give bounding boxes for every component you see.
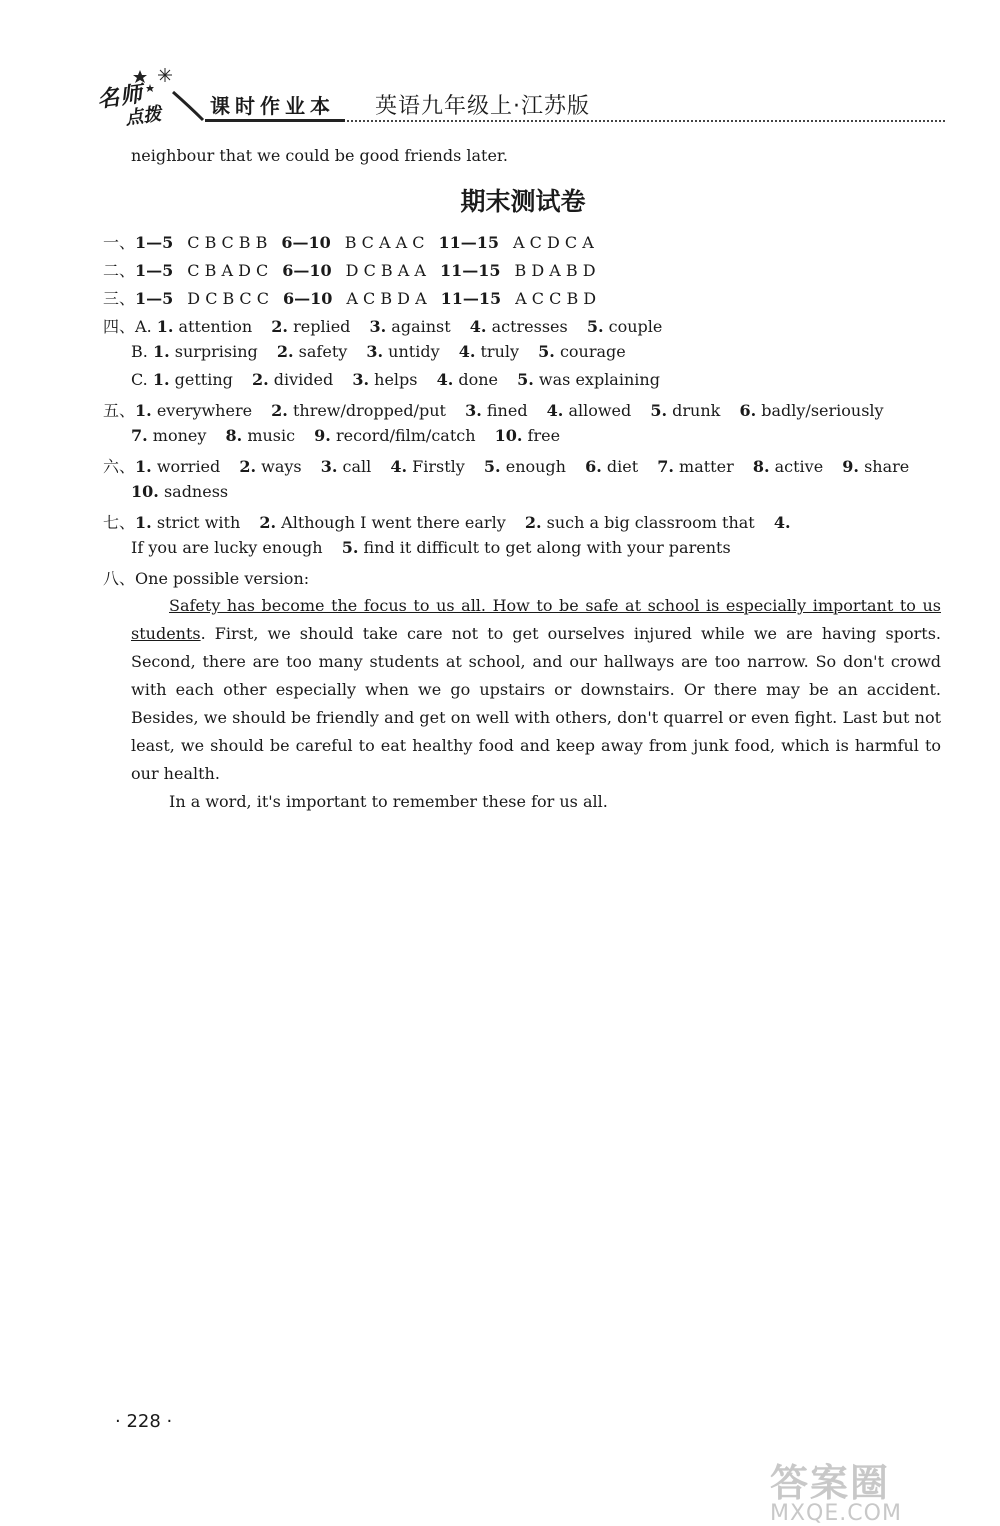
section-number: 二、	[103, 261, 136, 280]
answer: badly/seriously	[761, 401, 884, 420]
answer: diet	[606, 457, 639, 476]
section-5-line2: 7. money 8. music 9. record/film/catch 10. free	[131, 426, 561, 445]
answer: actresses	[491, 317, 568, 336]
answers: C B C B B	[187, 233, 268, 252]
part-label: A.	[135, 317, 152, 336]
intro-text: One possible version:	[135, 569, 310, 588]
section-number: 一、	[103, 233, 136, 252]
sample-essay	[131, 592, 941, 816]
answer: courage	[559, 342, 626, 361]
answer: divided	[273, 370, 334, 389]
section-2	[103, 258, 596, 281]
answer: active	[774, 457, 824, 476]
book-title: 课时作业本	[210, 94, 335, 118]
exam-title: 期末测试卷	[460, 187, 586, 216]
section-8-intro	[103, 566, 309, 589]
answer: such a big classroom that	[546, 513, 755, 532]
answers: A C C B D	[515, 289, 597, 308]
section-4-b: B. 1. surprising 2. safety 3. untidy 4. truly 5. courage	[131, 342, 626, 361]
answers: A C B D A	[346, 289, 427, 308]
section-7-line1: 七、1. strict with 2. Although I went there early 2. such a big classroom that 4.	[103, 513, 791, 532]
answer: done	[458, 370, 499, 389]
essay-paragraph: In a word, it's important to remember these for us all.	[169, 792, 608, 811]
answer: helps	[374, 370, 418, 389]
page-header	[95, 62, 945, 132]
section-6-line2: 10. sadness	[131, 482, 229, 501]
range-label: 11—15	[439, 261, 501, 280]
book-subtitle: 英语九年级上·江苏版	[375, 94, 590, 119]
continuation-text: neighbour that we could be good friends later.	[131, 146, 508, 165]
range-label: 6—10	[282, 261, 332, 280]
range-label: 1—5	[135, 261, 174, 280]
answer: threw/dropped/put	[292, 401, 446, 420]
star-icon	[95, 62, 205, 128]
answer: couple	[608, 317, 663, 336]
answer: Firstly	[412, 457, 465, 476]
range-label: 1—5	[135, 233, 174, 252]
answer: everywhere	[156, 401, 253, 420]
answer: ways	[261, 457, 302, 476]
answer: If you are lucky enough	[131, 538, 323, 557]
answer: worried	[156, 457, 221, 476]
answer: untidy	[388, 342, 440, 361]
range-label: 11—15	[440, 289, 502, 308]
answer: free	[527, 426, 561, 445]
answers: D C B A A	[345, 261, 426, 280]
part-label: C.	[131, 370, 148, 389]
section-number: 六、	[103, 457, 136, 476]
answer: getting	[174, 370, 233, 389]
answers: B D A B D	[514, 261, 596, 280]
part-label: B.	[131, 342, 148, 361]
range-label: 11—15	[438, 233, 500, 252]
logo-line2: 点拨	[123, 103, 163, 130]
header-dotted-line	[347, 120, 945, 122]
essay-paragraph: Safety has become the focus to us all. How to be safe at school is especially important to us students. First, we should take care not to get ourselves injured while we are having sports. Second, there are too many students at school, and our hallways are too narrow. So don't crowd with each other especially when we go upstairs or downstairs. Or there may be an accident. Besides, we should be friendly and get on well with others, don't quarrel or even fight. Last but not least, we should be careful to eat healthy food and keep away from junk food, which is harmful to our health.	[131, 596, 941, 783]
section-4-a: 四、A. 1. attention 2. replied 3. against 4. actresses 5. couple	[103, 317, 663, 336]
answer: strict with	[156, 513, 241, 532]
answer: share	[864, 457, 910, 476]
answer: drunk	[672, 401, 721, 420]
answer: fined	[486, 401, 528, 420]
range-label: 6—10	[281, 233, 331, 252]
watermark-url: MXQE.COM	[770, 1501, 902, 1526]
answer: enough	[505, 457, 566, 476]
logo-line1: 名师	[95, 80, 145, 114]
section-number: 五、	[103, 401, 136, 420]
underlined-sentence: Safety has become the focus to us all. How to be safe at school is especially important to us students	[131, 596, 941, 643]
section-number: 八、	[103, 569, 136, 588]
answer: money	[152, 426, 207, 445]
answer: allowed	[568, 401, 632, 420]
watermark	[770, 1452, 970, 1526]
section-3	[103, 286, 596, 309]
answer: attention	[178, 317, 253, 336]
section-5-line1: 五、1. everywhere 2. threw/dropped/put 3. fined 4. allowed 5. drunk 6. badly/seriously	[103, 401, 884, 420]
answer: was explaining	[538, 370, 660, 389]
section-7-line2: If you are lucky enough 5. find it difficult to get along with your parents	[131, 538, 731, 557]
answer: against	[391, 317, 451, 336]
answer: surprising	[174, 342, 258, 361]
answer: call	[342, 457, 372, 476]
answers: B C A A C	[344, 233, 425, 252]
section-number: 七、	[103, 513, 136, 532]
answer: Although I went there early	[281, 513, 506, 532]
answers: D C B C C	[187, 289, 269, 308]
answer: sadness	[163, 482, 229, 501]
answer: truly	[480, 342, 520, 361]
section-number: 三、	[103, 289, 136, 308]
section-number: 四、	[103, 317, 136, 336]
answer: record/film/catch	[335, 426, 476, 445]
watermark-logo: 答案圈	[770, 1461, 891, 1505]
range-label: 1—5	[135, 289, 174, 308]
publisher-logo	[95, 62, 205, 128]
header-rule	[205, 119, 345, 122]
answers: C B A D C	[187, 261, 269, 280]
page-number: · 228 ·	[115, 1411, 173, 1432]
section-4-c: C. 1. getting 2. divided 3. helps 4. done 5. was explaining	[131, 370, 660, 389]
section-6-line1: 六、1. worried 2. ways 3. call 4. Firstly 5. enough 6. diet 7. matter 8. active 9. share	[103, 457, 910, 476]
range-label: 6—10	[282, 289, 333, 308]
answer: find it difficult to get along with your parents	[363, 538, 731, 557]
answers: A C D C A	[513, 233, 594, 252]
answer: matter	[679, 457, 734, 476]
answer: replied	[293, 317, 351, 336]
answer: music	[247, 426, 296, 445]
section-1	[103, 230, 594, 253]
answer: safety	[298, 342, 348, 361]
